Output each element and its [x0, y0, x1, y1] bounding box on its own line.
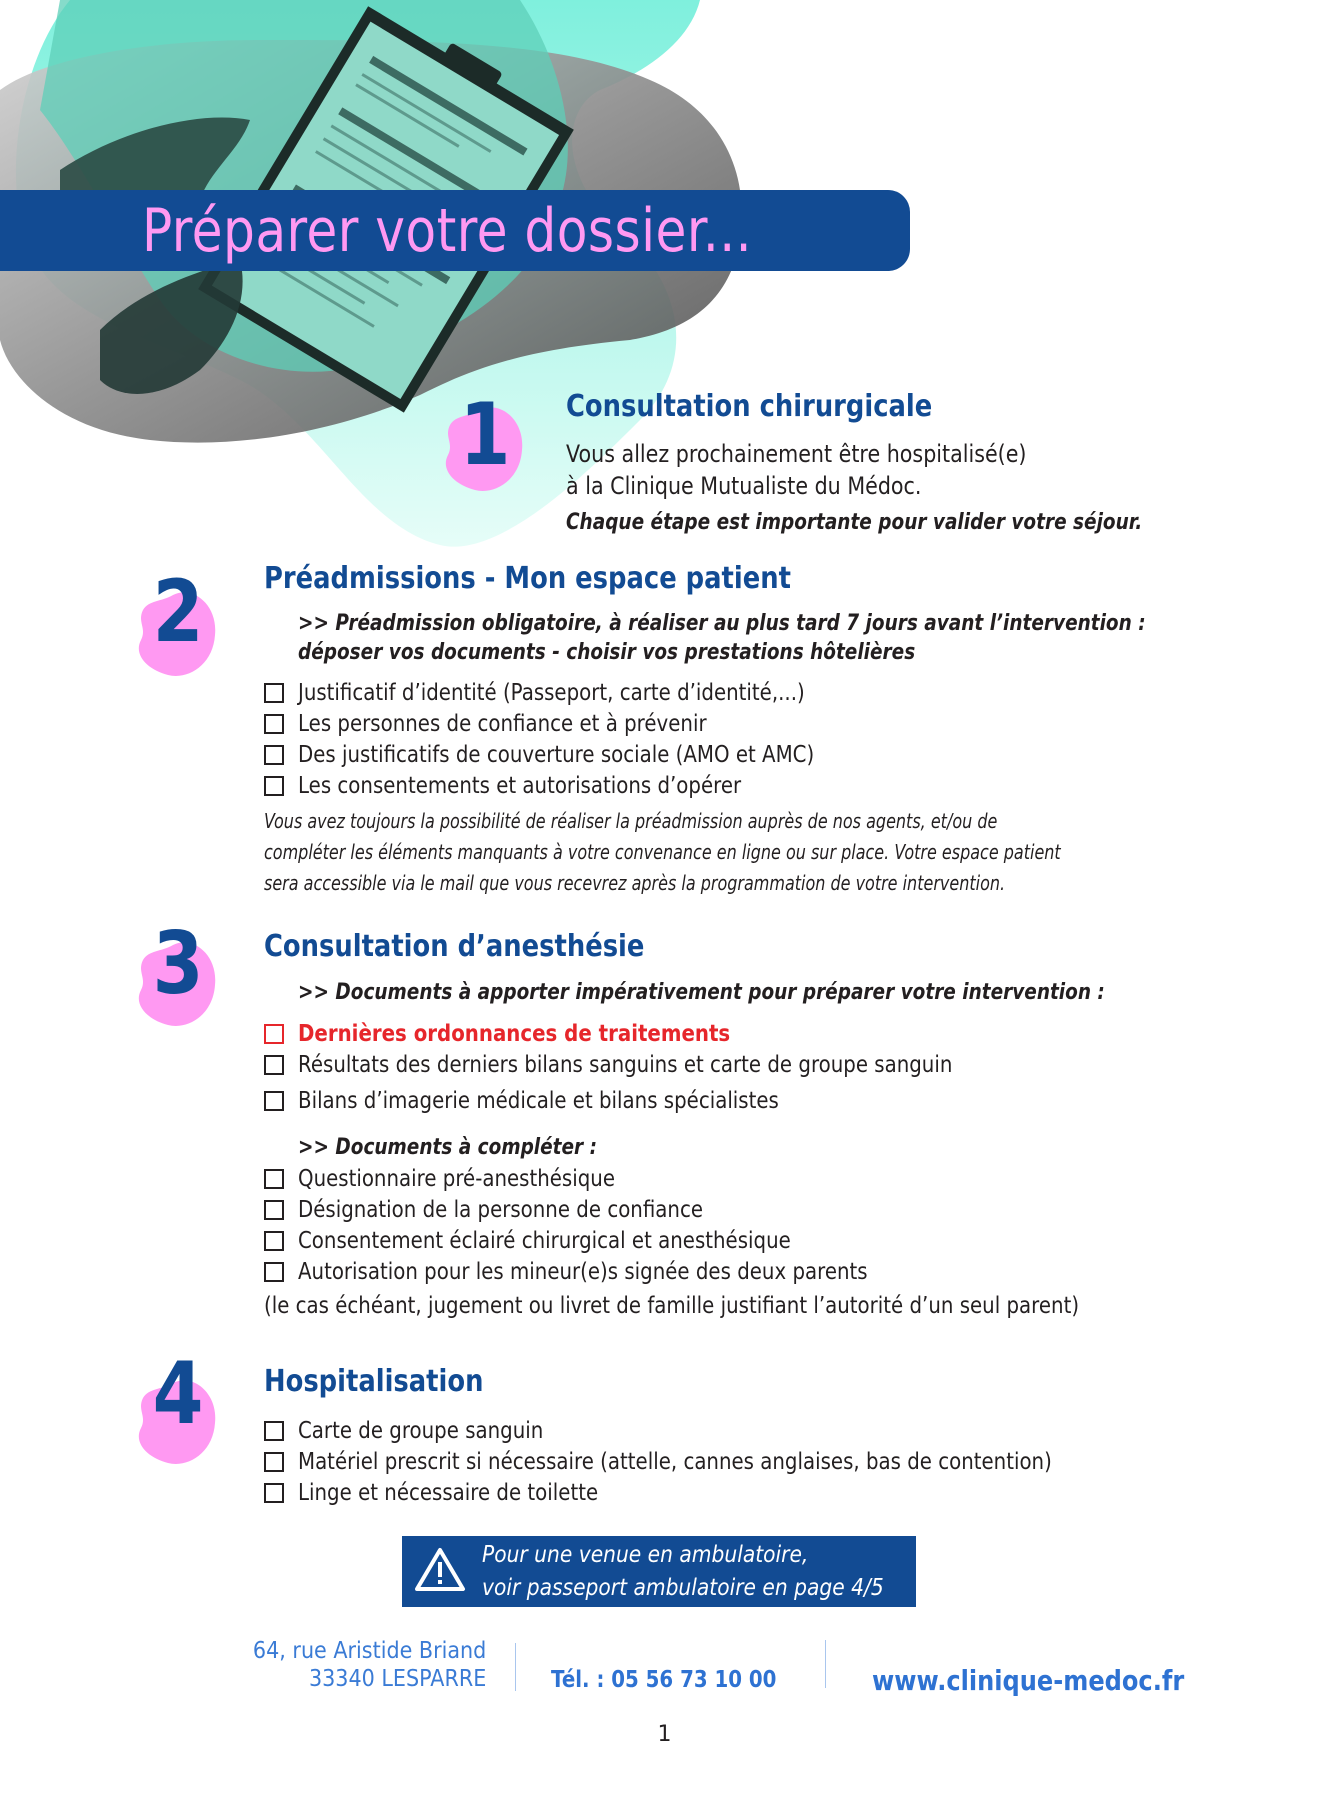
- checkbox[interactable]: [264, 1421, 284, 1441]
- checkbox[interactable]: [264, 1169, 284, 1189]
- page-title: Préparer votre dossier...: [142, 196, 753, 266]
- checkbox[interactable]: [264, 683, 284, 703]
- checklist-item[interactable]: [264, 1088, 857, 1114]
- checklist-label: Des justificatifs de couverture sociale (AMO et AMC): [298, 742, 815, 768]
- checklist-label: Les consentements et autorisations d’opérer: [298, 773, 742, 799]
- checkbox[interactable]: [264, 1055, 284, 1075]
- checklist-label: Bilans d’imagerie médicale et bilans spécialistes: [298, 1088, 779, 1114]
- step-badge-4: [133, 1344, 223, 1468]
- checklist-label: Justificatif d’identité (Passeport, carte d’identité,...): [298, 680, 805, 706]
- step-badge-3: [133, 914, 223, 1030]
- checkbox[interactable]: [264, 1024, 284, 1044]
- checklist-item[interactable]: [264, 1480, 647, 1506]
- step-badge-2: [133, 562, 223, 680]
- checklist-item[interactable]: [264, 773, 813, 799]
- step-subtitle: >> Documents à apporter impérativement pour préparer votre intervention :: [298, 980, 1105, 1005]
- step-text-line: Vous allez prochainement être hospitalisé(e): [566, 440, 1027, 468]
- step-number: 1: [459, 385, 511, 485]
- step-emphasis: Chaque étape est importante pour valider votre séjour.: [566, 510, 1143, 535]
- address-line-2: 33340 LESPARRE: [308, 1666, 486, 1692]
- checkbox[interactable]: [264, 1452, 284, 1472]
- checkbox[interactable]: [264, 714, 284, 734]
- notice-line-2: voir passeport ambulatoire en page 4/5: [482, 1575, 884, 1601]
- address-line-1: 64, rue Aristide Briand: [252, 1638, 486, 1664]
- ambulatory-notice: [402, 1536, 916, 1607]
- checklist-item[interactable]: [264, 1052, 1059, 1078]
- checklist-item[interactable]: [264, 1197, 769, 1223]
- step-title: Hospitalisation: [264, 1364, 484, 1399]
- checklist-item[interactable]: [264, 711, 773, 737]
- checklist-item[interactable]: [264, 742, 898, 768]
- step-note-line: sera accessible via le mail que vous recevrez après la programmation de votre intervention.: [264, 871, 1006, 895]
- step-text-line: à la Clinique Mutualiste du Médoc.: [566, 472, 922, 500]
- footer-address: [253, 1637, 486, 1693]
- checklist-label: Matériel prescrit si nécessaire (attelle, cannes anglaises, bas de contention): [298, 1449, 1052, 1475]
- step-number: 3: [152, 914, 204, 1014]
- checklist-item-highlighted[interactable]: [264, 1021, 801, 1047]
- checkbox[interactable]: [264, 1262, 284, 1282]
- checklist-label: Les personnes de confiance et à prévenir: [298, 711, 707, 737]
- checklist-item[interactable]: [264, 1418, 583, 1444]
- footer-divider: [515, 1643, 516, 1691]
- checklist-label: Linge et nécessaire de toilette: [298, 1480, 599, 1506]
- checkbox[interactable]: [264, 1231, 284, 1251]
- checkbox[interactable]: [264, 1200, 284, 1220]
- checklist-label: Résultats des derniers bilans sanguins et carte de groupe sanguin: [298, 1052, 953, 1078]
- step-title: Préadmissions - Mon espace patient: [264, 561, 791, 596]
- step-note-line: Vous avez toujours la possibilité de réaliser la préadmission auprès de nos agents, et/ou de: [264, 809, 998, 833]
- checklist-item[interactable]: [264, 1449, 1175, 1475]
- checklist-item[interactable]: [264, 1228, 871, 1254]
- step-subtitle: >> Documents à compléter :: [298, 1135, 597, 1160]
- checklist-item[interactable]: [264, 1259, 960, 1285]
- checklist-item[interactable]: [264, 1166, 667, 1192]
- checklist-item[interactable]: [264, 680, 887, 706]
- checkbox[interactable]: [264, 1483, 284, 1503]
- step-subtitle-line: déposer vos documents - choisir vos prestations hôtelières: [298, 640, 916, 665]
- page-number: 1: [657, 1722, 672, 1747]
- step-badge-1: [440, 385, 530, 495]
- checklist-label: Autorisation pour les mineur(e)s signée des deux parents: [298, 1259, 868, 1285]
- step-note: (le cas échéant, jugement ou livret de famille justifiant l’autorité d’un seul parent): [264, 1293, 1080, 1319]
- warning-triangle-icon: [414, 1546, 466, 1592]
- checklist-label: Désignation de la personne de confiance: [298, 1197, 703, 1223]
- notice-text: [482, 1539, 884, 1605]
- checklist-label: Consentement éclairé chirurgical et anesthésique: [298, 1228, 791, 1254]
- step-note-line: compléter les éléments manquants à votre convenance en ligne ou sur place. Votre espace patient: [264, 840, 1061, 864]
- step-title: Consultation chirurgicale: [566, 389, 933, 424]
- checklist-label: Dernières ordonnances de traitements: [298, 1021, 731, 1047]
- footer-phone[interactable]: Tél. : 05 56 73 10 00: [551, 1667, 777, 1693]
- notice-line-1: Pour une venue en ambulatoire,: [482, 1542, 809, 1568]
- footer-website-link[interactable]: www.clinique-medoc.fr: [872, 1664, 1185, 1697]
- step-number: 2: [152, 562, 204, 662]
- checkbox[interactable]: [264, 745, 284, 765]
- footer-divider: [825, 1640, 826, 1688]
- checkbox[interactable]: [264, 776, 284, 796]
- checklist-label: Carte de groupe sanguin: [298, 1418, 544, 1444]
- checklist-label: Questionnaire pré-anesthésique: [298, 1166, 616, 1192]
- step-title: Consultation d’anesthésie: [264, 929, 645, 964]
- step-subtitle-line: >> Préadmission obligatoire, à réaliser au plus tard 7 jours avant l’intervention :: [298, 611, 1146, 636]
- checkbox[interactable]: [264, 1091, 284, 1111]
- step-number: 4: [152, 1344, 204, 1444]
